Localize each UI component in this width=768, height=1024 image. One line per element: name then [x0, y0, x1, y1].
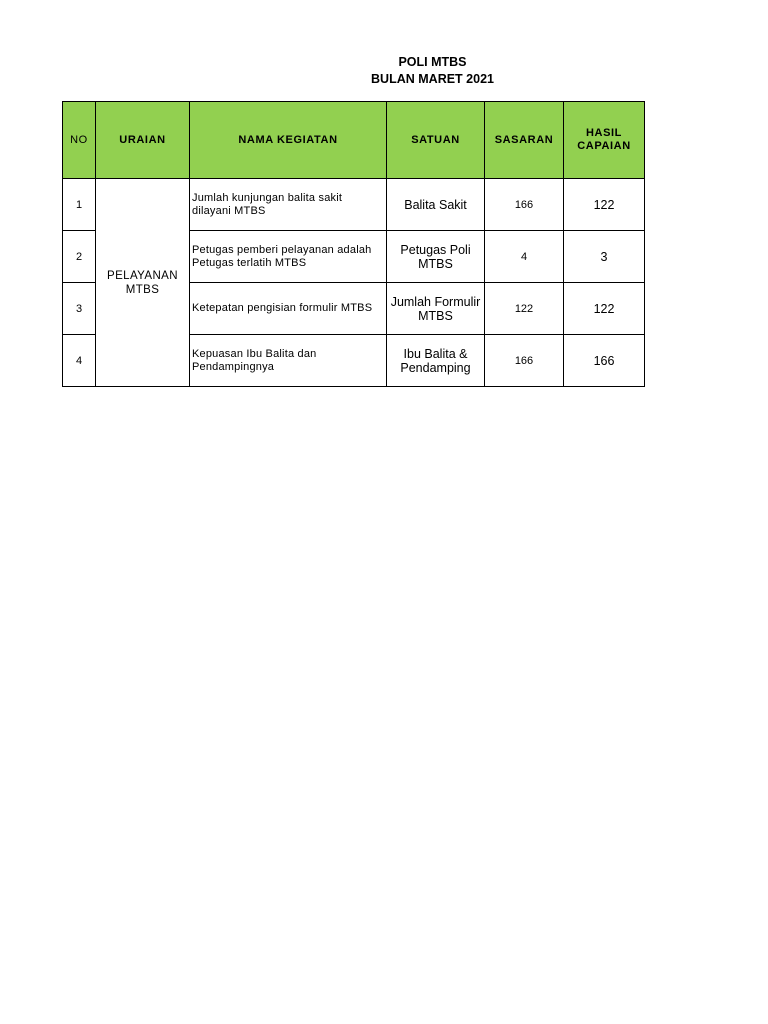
cell-hasil-capaian: 122 [564, 283, 645, 335]
page-title [62, 54, 768, 88]
cell-satuan: Balita Sakit [387, 179, 485, 231]
cell-no: 2 [63, 231, 96, 283]
report-table [62, 101, 645, 387]
header-sasaran: SASARAN [485, 102, 564, 179]
cell-sasaran: 166 [485, 179, 564, 231]
cell-sasaran: 166 [485, 335, 564, 387]
cell-satuan: Ibu Balita & Pendamping [387, 335, 485, 387]
cell-nama-kegiatan: Ketepatan pengisian formulir MTBS [190, 283, 387, 335]
table-row [63, 179, 645, 231]
title-line-2: BULAN MARET 2021 [371, 72, 494, 86]
header-uraian: URAIAN [96, 102, 190, 179]
cell-sasaran: 4 [485, 231, 564, 283]
cell-satuan: Jumlah Formulir MTBS [387, 283, 485, 335]
cell-nama-kegiatan: Jumlah kunjungan balita sakit dilayani MTBS [190, 179, 387, 231]
cell-nama-kegiatan: Petugas pemberi pelayanan adalah Petugas terlatih MTBS [190, 231, 387, 283]
cell-uraian: PELAYANAN MTBS [96, 179, 190, 387]
cell-satuan: Petugas Poli MTBS [387, 231, 485, 283]
cell-sasaran: 122 [485, 283, 564, 335]
cell-hasil-capaian: 3 [564, 231, 645, 283]
header-satuan: SATUAN [387, 102, 485, 179]
cell-no: 3 [63, 283, 96, 335]
cell-no: 1 [63, 179, 96, 231]
cell-no: 4 [63, 335, 96, 387]
header-row [63, 102, 645, 179]
cell-nama-kegiatan: Kepuasan Ibu Balita dan Pendampingnya [190, 335, 387, 387]
header-nama-kegiatan: NAMA KEGIATAN [190, 102, 387, 179]
cell-hasil-capaian: 122 [564, 179, 645, 231]
header-hasil-capaian: HASIL CAPAIAN [564, 102, 645, 179]
cell-hasil-capaian: 166 [564, 335, 645, 387]
header-no: NO [63, 102, 96, 179]
title-line-1: POLI MTBS [398, 55, 467, 69]
